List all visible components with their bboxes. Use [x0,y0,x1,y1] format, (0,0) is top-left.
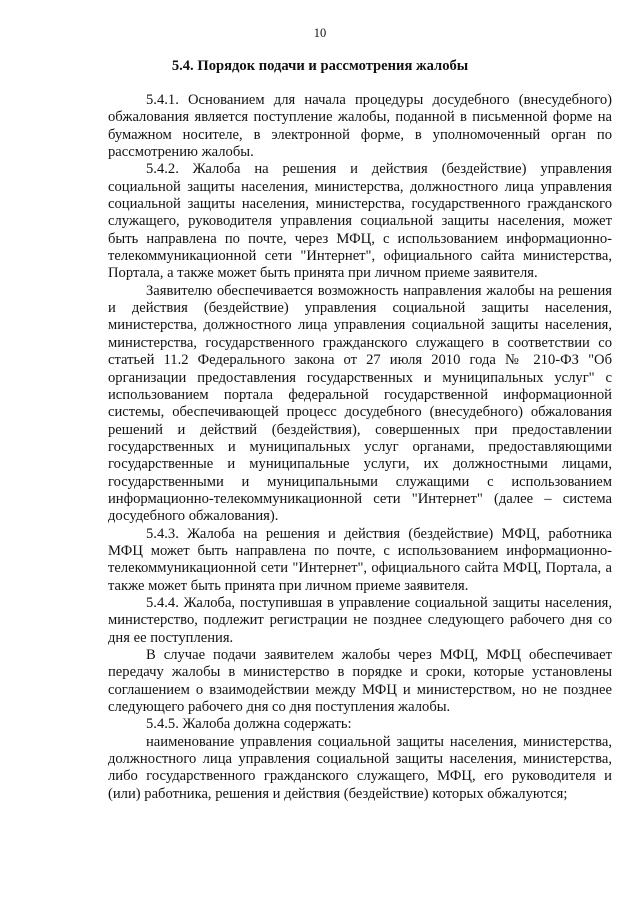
paragraph [108,647,612,716]
paragraph [108,734,612,803]
text-line: быть направлена по почте, через МФЦ, с использованием информационно- [108,230,612,247]
text-line: (или) работника, решения и действия (бездействие) которых обжалуются; [108,785,568,802]
paragraph [108,526,612,595]
text-line: служащего, руководителя управления социальной защиты населения, может [108,213,612,230]
text-line: соглашением о взаимодействии между МФЦ и министерством, но не позднее [108,681,612,698]
text-line: МФЦ может быть направлена по почте, с использованием информационно- [108,542,612,559]
text-line: государственные и муниципальные услуги, их должностными лицами, [108,456,612,473]
text-line: 5.4.5. Жалоба должна содержать: [146,716,352,733]
text-line: телекоммуникационной сети "Интернет", официального сайта министерства, [108,248,612,265]
text-line: следующего рабочего дня со дня поступления жалобы. [108,699,451,716]
text-line: министерства, государственного гражданского служащего в соответствии со [108,334,612,351]
text-line: 5.4.2. Жалоба на решения и действия (бездействие) управления [146,161,612,178]
text-line: организации предоставления государственных и муниципальных услуг" с [108,369,612,386]
text-line: Портала, а также может быть принята при личном приеме заявителя. [108,265,538,282]
text-line: использованием портала федеральной государственной информационной [108,386,612,403]
text-line: министерства, должностного лица управления социальной защиты населения, [108,317,612,334]
text-line: и действия (бездействие) управления социальной защиты населения, [108,300,612,317]
paragraph [108,283,612,526]
text-line: министерство, подлежит регистрации не позднее следующего рабочего дня со [108,612,612,629]
text-line: наименование управления социальной защиты населения, министерства, [146,733,612,750]
text-line: системы, обеспечивающей процесс досудебного (внесудебного) обжалования [108,404,612,421]
text-line: статьей 11.2 Федерального закона от 27 июля 2010 года № 210-ФЗ "Об [108,352,612,369]
text-line: бумажном носителе, в электронной форме, в уполномоченный орган по [108,126,612,143]
text-line: телекоммуникационной сети "Интернет", официального сайта МФЦ, Портала, а [108,560,612,577]
text-line: передачу жалобы в министерство в порядке и сроки, которые установлены [108,664,612,681]
text-line: 5.4.3. Жалоба на решения и действия (бездействие) МФЦ, работника [146,525,612,542]
text-line: досудебного обжалования). [108,508,279,525]
section-heading: 5.4. Порядок подачи и рассмотрения жалобы [171,58,469,74]
text-line: В случае подачи заявителем жалобы через МФЦ, МФЦ обеспечивает [146,647,612,663]
text-line: информационно-телекоммуникационной сети "Интернет" (далее – система [108,490,612,507]
text-line: социальной защиты населения, министерства, должностного лица управления [108,178,612,195]
document-body [108,92,612,803]
paragraph [108,161,612,282]
text-line: Заявителю обеспечивается возможность направления жалобы на решения [146,282,612,299]
text-line: либо государственного гражданского служащего, МФЦ, его руководителя и [108,768,612,785]
text-line: дня ее поступления. [108,629,234,646]
page-number: 10 [313,26,327,40]
paragraph [108,595,612,647]
text-line: государственных и муниципальных услуг органами, предоставляющими [108,438,612,455]
text-line: 5.4.4. Жалоба, поступившая в управление социальной защиты населения, [146,594,612,611]
text-line: государственными и муниципальными служащими с использованием [108,473,612,490]
text-line: 5.4.1. Основанием для начала процедуры досудебного (внесудебного) [146,92,612,108]
text-line: также может быть принята при личном приеме заявителя. [108,577,469,594]
text-line: обжалования является поступление жалобы, поданной в письменной форме на [108,109,612,126]
text-line: рассмотрению жалобы. [108,144,254,161]
text-line: решений и действий (бездействия), совершенных при предоставлении [108,421,612,438]
text-line: социальной защиты населения, министерства, государственного гражданского [108,196,612,213]
paragraph [108,716,612,733]
text-line: должностного лица управления социальной защиты населения, министерства, [108,751,612,768]
paragraph [108,92,612,161]
